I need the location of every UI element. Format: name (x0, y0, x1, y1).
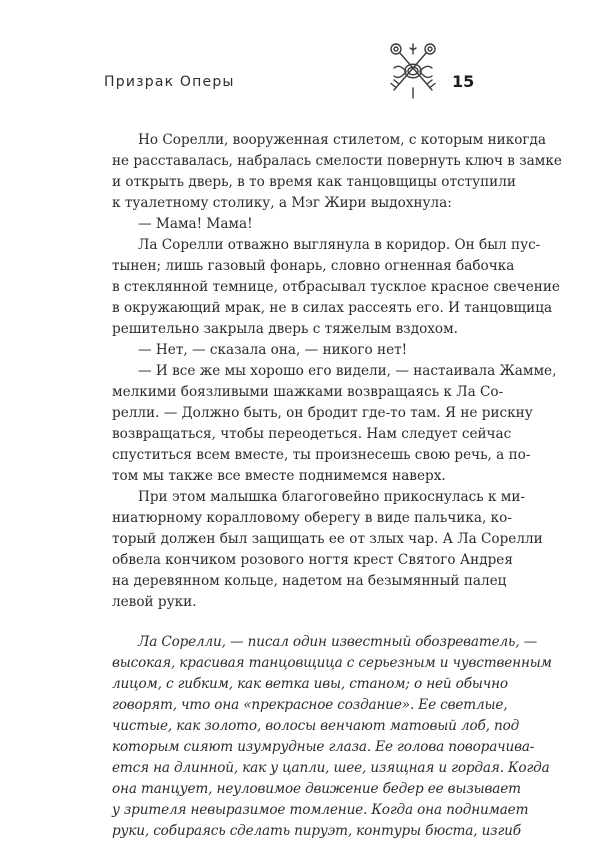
text-line: лицом, с гибким, как ветка ивы, станом; о ней обычно (112, 676, 508, 692)
text-line: в стеклянной темнице, отбрасывал тусклое красное свечение (112, 279, 560, 295)
paragraph (112, 487, 543, 613)
text-line: левой руки. (112, 594, 197, 610)
body-text (112, 130, 562, 842)
paragraph (112, 214, 490, 235)
text-line: Ла Сорелли отважно выглянула в коридор. Он был пус- (138, 237, 541, 253)
text-line: том мы также все вместе поднимемся наверх. (112, 468, 446, 484)
text-line: решительно закрыла дверь с тяжелым вздохом. (112, 321, 458, 337)
text-line: которым сияют изумрудные глаза. Ее голова поворачива- (112, 739, 535, 755)
text-line: к туалетному столику, а Мэг Жири выдохнула: (112, 195, 452, 211)
text-line: — Нет, — сказала она, — никого нет! (138, 342, 408, 358)
text-line: — Мама! Мама! (138, 216, 253, 232)
text-line: ниатюрному коралловому оберегу в виде пальчика, ко- (112, 510, 512, 526)
text-line: чистые, как золото, волосы венчают матовый лоб, под (112, 718, 520, 734)
paragraph (112, 340, 490, 361)
text-line: При этом малышка благоговейно прикоснулась к ми- (138, 489, 525, 505)
text-line: не расставалась, набралась смелости повернуть ключ в замке (112, 153, 562, 169)
paragraph (112, 361, 557, 487)
text-line: Ла Сорелли, — писал один известный обозреватель, — (138, 634, 538, 650)
text-line: у зрителя невыразимое томление. Когда она поднимает (112, 802, 529, 818)
text-line: обвела кончиком розового ногтя крест Святого Андрея (112, 552, 513, 568)
paragraph (112, 235, 560, 340)
text-line: торый должен был защищать ее от злых чар. А Ла Сорелли (112, 531, 543, 547)
page-number: 15 (452, 72, 475, 91)
quoted-passage (112, 632, 552, 842)
text-line: руки, собираясь сделать пируэт, контуры бюста, изгиб (112, 823, 521, 839)
text-line: — И все же мы хорошо его видели, — настаивала Жамме, (138, 363, 557, 379)
text-line: спуститься всем вместе, ты произнесешь свою речь, а по- (112, 447, 531, 463)
running-title: Призрак Оперы (104, 74, 235, 90)
paragraph (112, 130, 562, 214)
text-line: на деревянном кольце, надетом на безымянный палец (112, 573, 507, 589)
text-line: мелкими боязливыми шажками возвращаясь к Ла Со- (112, 384, 504, 400)
text-line: Но Сорелли, вооруженная стилетом, с которым никогда (138, 132, 546, 148)
text-line: высокая, красивая танцовщица с серьезным и чувственным (112, 655, 552, 671)
crossed-keys-icon (386, 40, 440, 102)
text-line: она танцует, неуловимое движение бедер ее вызывает (112, 781, 521, 797)
text-line: релли. — Должно быть, он бродит где-то там. Я не рискну (112, 405, 533, 421)
text-line: и открыть дверь, в то время как танцовщицы отступили (112, 174, 516, 190)
section-gap (112, 613, 490, 632)
text-line: тынен; лишь газовый фонарь, словно огненная бабочка (112, 258, 515, 274)
text-line: в окружающий мрак, не в силах рассеять его. И танцовщица (112, 300, 553, 316)
text-line: возвращаться, чтобы переодеться. Нам следует сейчас (112, 426, 512, 442)
text-line: говорят, что она «прекрасное создание». Ее светлые, (112, 697, 508, 713)
text-line: ется на длинной, как у цапли, шее, изящная и гордая. Когда (112, 760, 550, 776)
